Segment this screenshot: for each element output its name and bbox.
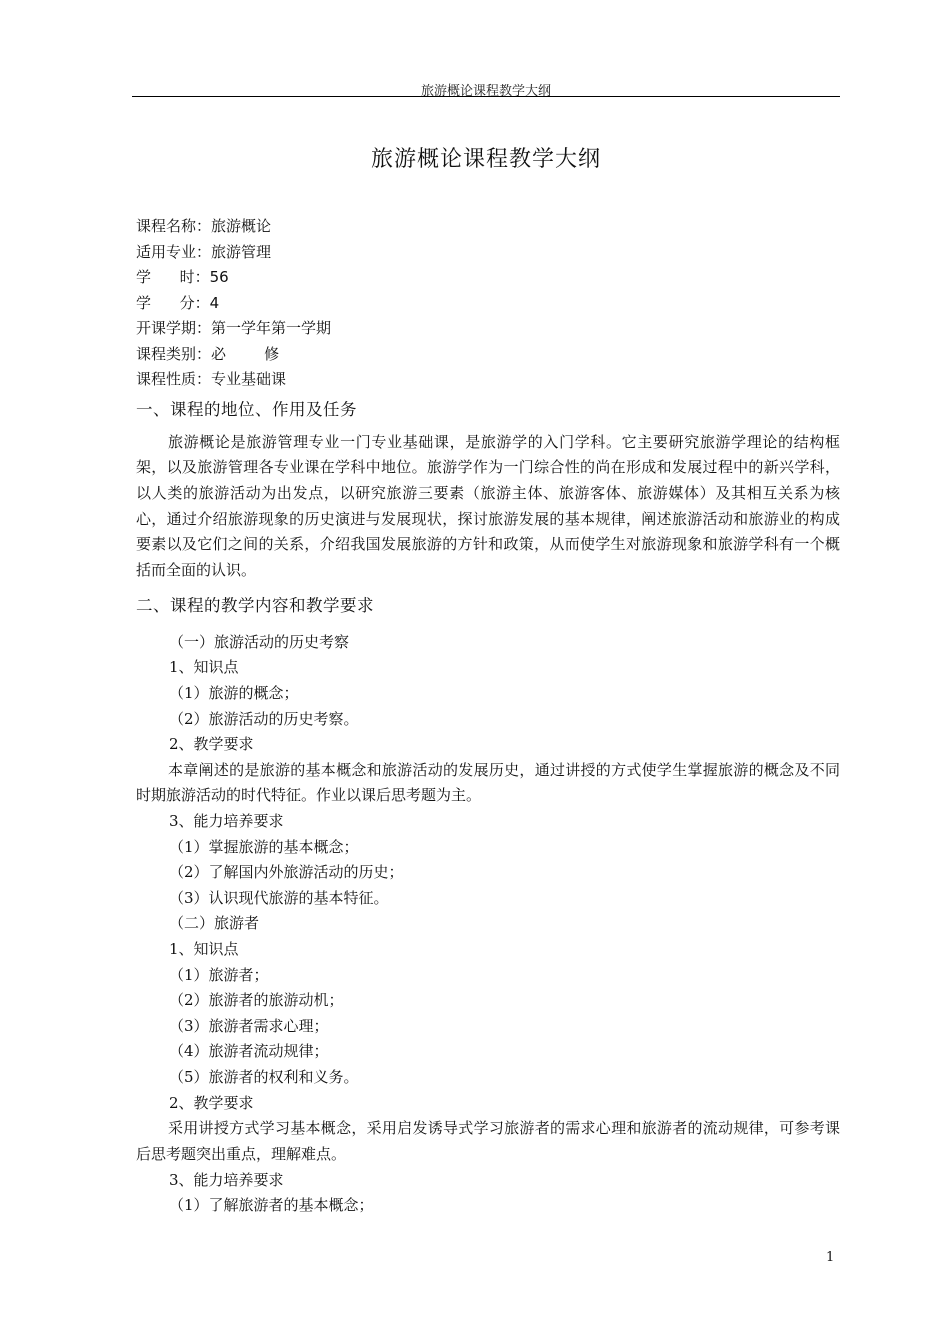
unit1-ability-item: （1）掌握旅游的基本概念； [169,837,359,856]
meta-nature: 课程性质：专业基础课 [136,370,287,388]
unit1-ability-item: （3）认识现代旅游的基本特征。 [169,888,389,907]
unit2-ability-item: （1）了解旅游者的基本概念； [169,1196,374,1215]
unit2-knowledge-item: （1）旅游者； [169,965,269,984]
meta-hours: 学 时：56 [136,268,229,286]
meta-semester: 开课学期：第一学年第一学期 [136,319,332,337]
section-heading-1: 一、课程的地位、作用及任务 [136,399,357,419]
unit2-knowledge-item: （3）旅游者需求心理； [169,1016,329,1035]
running-header: 旅游概论课程教学大纲 [420,84,551,99]
unit1-req-text: 本章阐述的是旅游的基本概念和旅游活动的发展历史，通过讲授的方式使学生掌握旅游的概念及不同时期旅游活动的时代特征。作业以课后思考题为主。 [136,760,840,805]
meta-major: 适用专业：旅游管理 [136,242,272,261]
page-number: 1 [826,1250,835,1265]
unit2-ability-label: 3、能力培养要求 [169,1170,284,1189]
unit1-knowledge-item: （2）旅游活动的历史考察。 [169,709,359,728]
section1-paragraph: 旅游概论是旅游管理专业一门专业基础课，是旅游学的入门学科。它主要研究旅游学理论的结构框架，以及旅游管理各专业课在学科中地位。旅游学作为一门综合性的尚在形成和发展过程中的新兴学科，以人类的旅游活动为出发点，以研究旅游三要素（旅游主体、旅游客体、旅游媒体）及其相互关系为核心，通过介绍旅游现象的历史演进与发展现状，探讨旅游发展的基本规律，阐述旅游活动和旅游业的构成要素以及它们之间的关系，介绍我国发展旅游的方针和政策，从而使学生对旅游现象和旅游学科有一个概括而全面的认识。 [136,432,840,580]
section-heading-2: 二、课程的教学内容和教学要求 [136,595,374,615]
meta-credits: 学 分：4 [136,293,220,312]
unit2-req-text: 采用讲授方式学习基本概念，采用启发诱导式学习旅游者的需求心理和旅游者的流动规律，可参考课后思考题突出重点，理解难点。 [136,1119,840,1163]
unit1-req-label: 2、教学要求 [169,735,254,754]
unit1-knowledge-label: 1、知识点 [169,658,239,677]
document-title: 旅游概论课程教学大纲 [370,147,601,172]
unit1-title: （一）旅游活动的历史考察 [169,632,350,651]
unit1-ability-label: 3、能力培养要求 [169,812,284,831]
unit2-knowledge-label: 1、知识点 [169,940,239,959]
unit1-ability-item: （2）了解国内外旅游活动的历史； [169,863,404,882]
document-body [136,214,840,1219]
course-meta [136,214,840,393]
unit2-knowledge-item: （2）旅游者的旅游动机； [169,991,344,1010]
unit-2 [136,911,840,1218]
meta-category: 课程类别：必 修 [136,344,280,363]
unit2-req-label: 2、教学要求 [169,1093,254,1112]
meta-course-name: 课程名称：旅游概论 [136,217,272,235]
header-rule [132,96,840,97]
unit2-title: （二）旅游者 [169,914,260,933]
unit1-knowledge-item: （1）旅游的概念； [169,683,299,702]
unit2-knowledge-item: （5）旅游者的权利和义务。 [169,1068,359,1087]
unit2-knowledge-item: （4）旅游者流动规律； [169,1042,329,1061]
unit-1 [136,630,840,912]
